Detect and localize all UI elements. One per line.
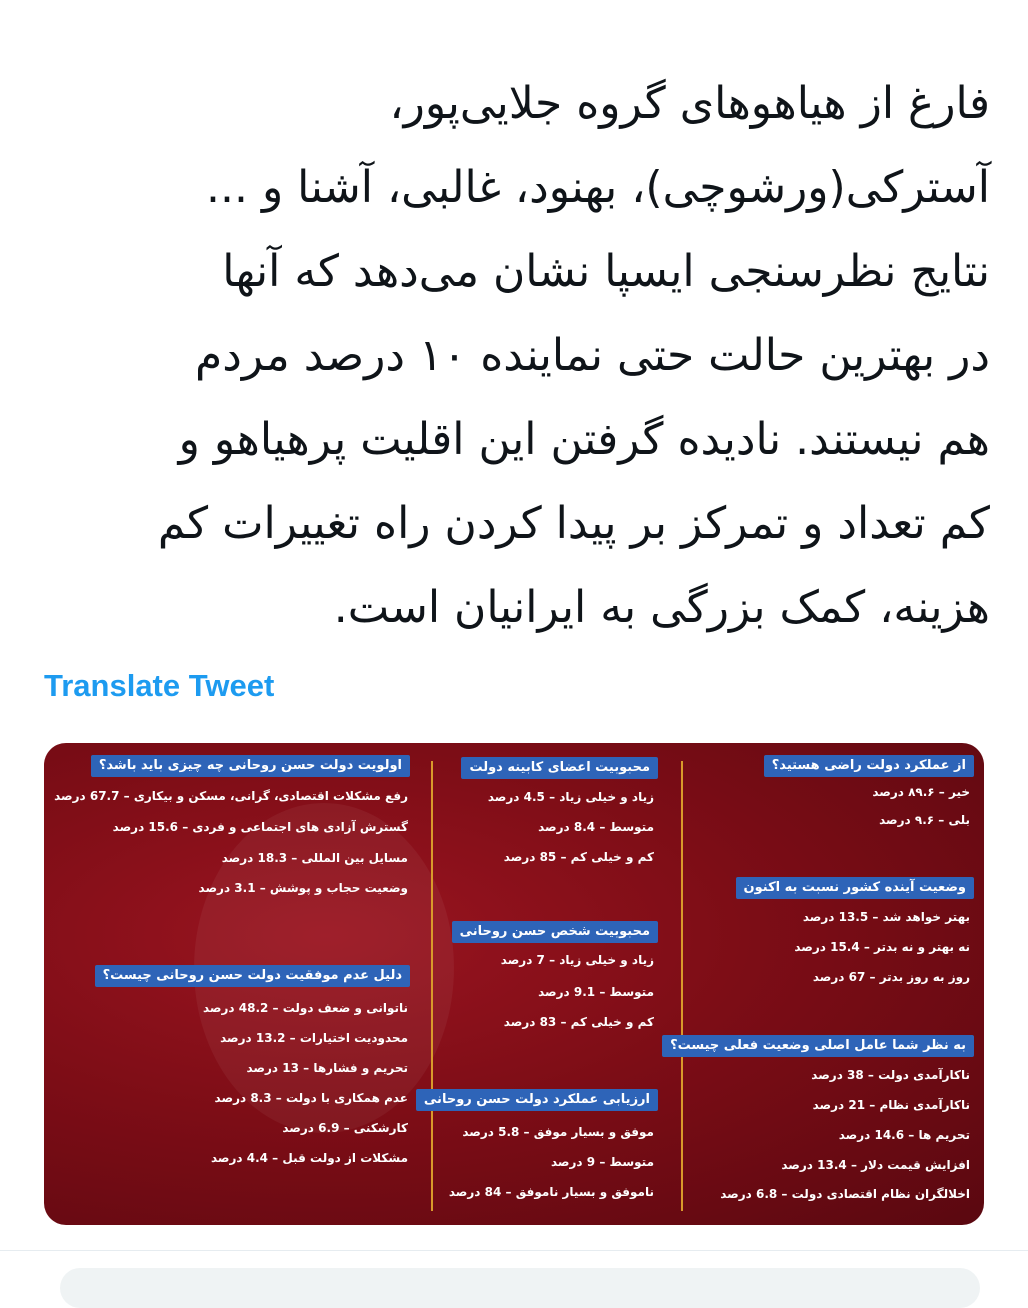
answer-item: ناموفق و بسیار ناموفق – 84 درصد — [448, 1185, 654, 1199]
answer-item: متوسط – 9.1 درصد — [538, 985, 654, 999]
answer-item: نه بهتر و نه بدتر – 15.4 درصد — [794, 940, 970, 954]
answer-item: ناکارآمدی نظام – 21 درصد — [812, 1098, 970, 1112]
answer-item: روز به روز بدتر – 67 درصد — [812, 970, 970, 984]
divider-line — [0, 1250, 1028, 1251]
tweet-line: فارغ از هیاهوهای گروه جلایی‌پور، — [389, 78, 990, 129]
answer-item: کارشکنی – 6.9 درصد — [282, 1121, 408, 1135]
answer-item: افزایش قیمت دلار – 13.4 درصد — [781, 1158, 970, 1172]
answer-item: زیاد و خیلی زیاد – 7 درصد — [500, 953, 654, 967]
question-header: محبوبیت شخص حسن روحانی — [452, 921, 658, 943]
tweet-line: آسترکی(ورشوچی)، بهنود، غالبی، آشنا و ... — [206, 162, 990, 213]
answer-item: موفق و بسیار موفق – 5.8 درصد — [462, 1125, 654, 1139]
answer-item: متوسط – 8.4 درصد — [538, 820, 654, 834]
tweet-line: کم تعداد و تمرکز بر پیدا کردن راه تغییرات کم — [157, 498, 990, 549]
question-header: به نظر شما عامل اصلی وضعیت فعلی چیست؟ — [662, 1035, 974, 1057]
answer-item: خیر – ۸۹.۶ درصد — [872, 785, 970, 799]
tweet-text — [40, 62, 990, 650]
answer-item: مسایل بین المللی – 18.3 درصد — [221, 851, 408, 865]
column-divider — [431, 761, 433, 1211]
question-header: از عملکرد دولت راضی هستید؟ — [764, 755, 974, 777]
answer-item: وضعیت حجاب و پوشش – 3.1 درصد — [198, 881, 408, 895]
answer-item: رفع مشکلات اقتصادی، گرانی، مسکن و بیکاری – 67.7 درصد — [54, 789, 408, 803]
tweet-line: در بهترین حالت حتی نماینده ۱۰ درصد مردم — [195, 330, 990, 381]
answer-item: تحریم و فشارها – 13 درصد — [246, 1061, 408, 1075]
question-header: اولویت دولت حسن روحانی چه چیزی باید باشد؟ — [91, 755, 410, 777]
question-header: ارزیابی عملکرد دولت حسن روحانی — [416, 1089, 658, 1111]
answer-item: بهتر خواهد شد – 13.5 درصد — [802, 910, 970, 924]
question-header: دلیل عدم موفقیت دولت حسن روحانی چیست؟ — [95, 965, 410, 987]
answer-item: بلی – ۹.۶ درصد — [879, 813, 970, 827]
tweet-line: هزینه، کمک بزرگی به ایرانیان است. — [333, 582, 990, 633]
reply-bar[interactable] — [60, 1268, 980, 1308]
answer-item: مشکلات از دولت قبل – 4.4 درصد — [210, 1151, 408, 1165]
answer-item: ناکارآمدی دولت – 38 درصد — [811, 1068, 970, 1082]
answer-item: متوسط – 9 درصد — [551, 1155, 654, 1169]
column-divider — [681, 761, 683, 1211]
translate-tweet-link[interactable]: Translate Tweet — [44, 668, 275, 703]
answer-item: زیاد و خیلی زیاد – 4.5 درصد — [487, 790, 654, 804]
question-header: محبوبیت اعضای کابینه دولت — [461, 757, 658, 779]
tweet-line: هم نیستند. نادیده گرفتن این اقلیت پرهیاهو و — [178, 414, 990, 465]
infographic-image[interactable] — [44, 743, 984, 1225]
answer-item: عدم همکاری با دولت – 8.3 درصد — [214, 1091, 408, 1105]
answer-item: اخلالگران نظام اقتصادی دولت – 6.8 درصد — [720, 1187, 970, 1201]
answer-item: گسترش آزادی های اجتماعی و فردی – 15.6 درصد — [112, 820, 408, 834]
answer-item: کم و خیلی کم – 83 درصد — [503, 1015, 654, 1029]
answer-item: تحریم ها – 14.6 درصد — [838, 1128, 970, 1142]
answer-item: کم و خیلی کم – 85 درصد — [503, 850, 654, 864]
question-header: وضعیت آینده کشور نسبت به اکنون — [736, 877, 974, 899]
answer-item: ناتوانی و ضعف دولت – 48.2 درصد — [202, 1001, 408, 1015]
answer-item: محدودیت اختیارات – 13.2 درصد — [220, 1031, 408, 1045]
tweet-line: نتایج نظرسنجی ایسپا نشان می‌دهد که آنها — [222, 246, 990, 297]
